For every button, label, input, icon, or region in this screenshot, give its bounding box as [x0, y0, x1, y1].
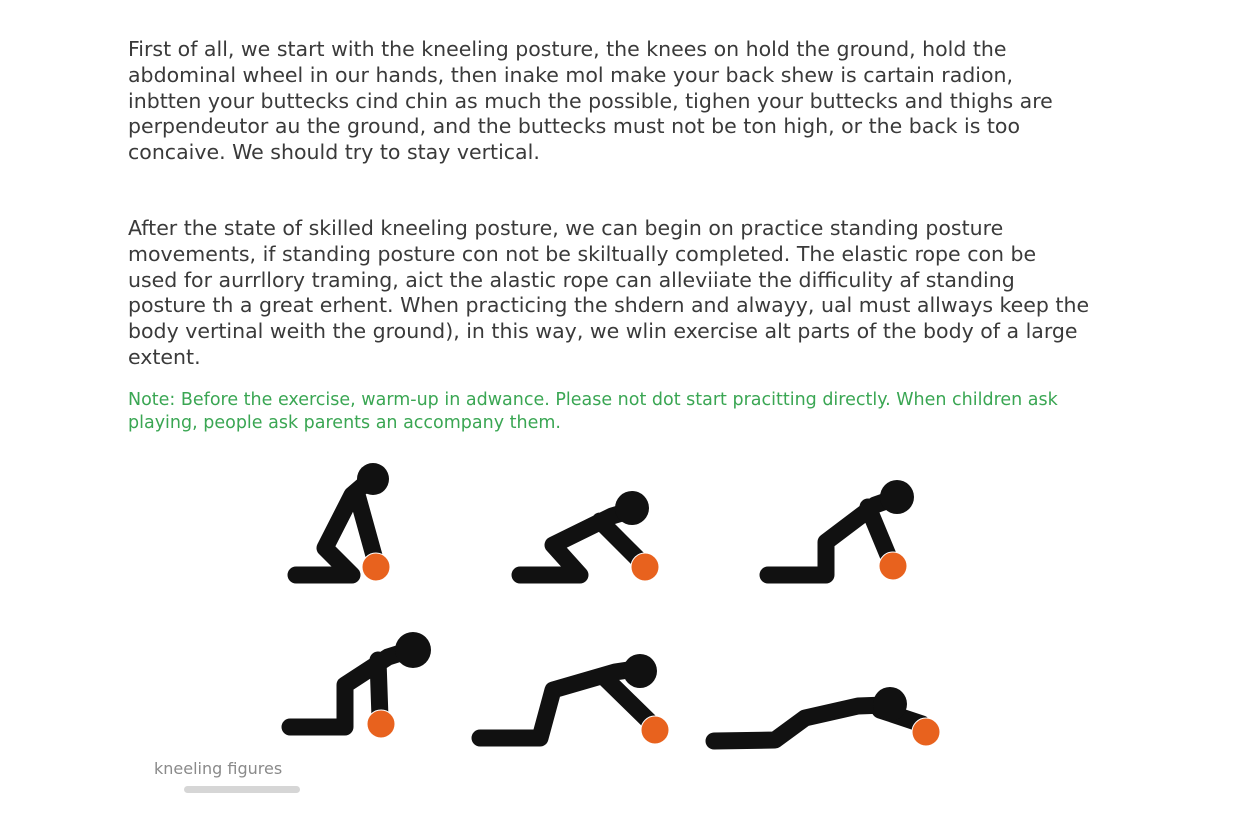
text-line: posture th a great erhent. When practicing the shdern and alwayy, ual must allways keep the	[128, 293, 1090, 318]
text-line: abdominal wheel in our hands, then inake mol make your back shew is cartain radion,	[128, 62, 1014, 87]
paragraph-kneeling-posture	[128, 37, 1118, 166]
figure-caption: kneeling figures	[154, 759, 283, 778]
abdominal-wheel-2	[631, 553, 659, 581]
figure-kneeling-6	[714, 687, 922, 741]
note-warmup	[128, 389, 1118, 434]
text-line: inbtten your buttecks cind chin as much the possible, tighen your buttecks and thighs are	[128, 88, 1053, 113]
text-line: First of all, we start with the kneeling posture, the knees on hold the ground, hold the	[128, 37, 1007, 61]
figure-kneeling-2	[520, 491, 649, 575]
note-line: Note: Before the exercise, warm-up in adwance. Please not dot start pracitting directly. When children ask	[128, 390, 1058, 410]
text-line: concaive. We should try to stay vertical.	[128, 140, 540, 165]
text-line: body vertinal weith the ground), in this way, we wlin exercise alt parts of the body of a large	[128, 319, 1078, 344]
text-line: used for aurrllory traming, aict the alastic rope can alleviiate the difficulity af standing	[128, 267, 1015, 292]
note-line: playing, people ask parents an accompany them.	[128, 412, 561, 433]
paragraph-standing-posture	[128, 216, 1118, 371]
abdominal-wheel-1	[362, 553, 390, 581]
abdominal-wheel-6	[912, 718, 940, 746]
kneeling-figures-illustration	[0, 440, 1248, 770]
text-line: extent.	[128, 344, 201, 369]
caption-underline	[184, 786, 300, 793]
figure-kneeling-4	[290, 632, 431, 727]
figure-kneeling-5	[480, 654, 657, 738]
abdominal-wheel-3	[879, 552, 907, 580]
abdominal-wheel-4	[367, 710, 395, 738]
abdominal-wheel-5	[641, 716, 669, 744]
text-line: perpendeutor au the ground, and the buttecks must not be ton high, or the back is too	[128, 114, 1021, 139]
text-line: After the state of skilled kneeling posture, we can begin on practice standing posture	[128, 216, 1004, 240]
text-line: movements, if standing posture con not be skiltually completed. The elastic rope con be	[128, 241, 1037, 266]
